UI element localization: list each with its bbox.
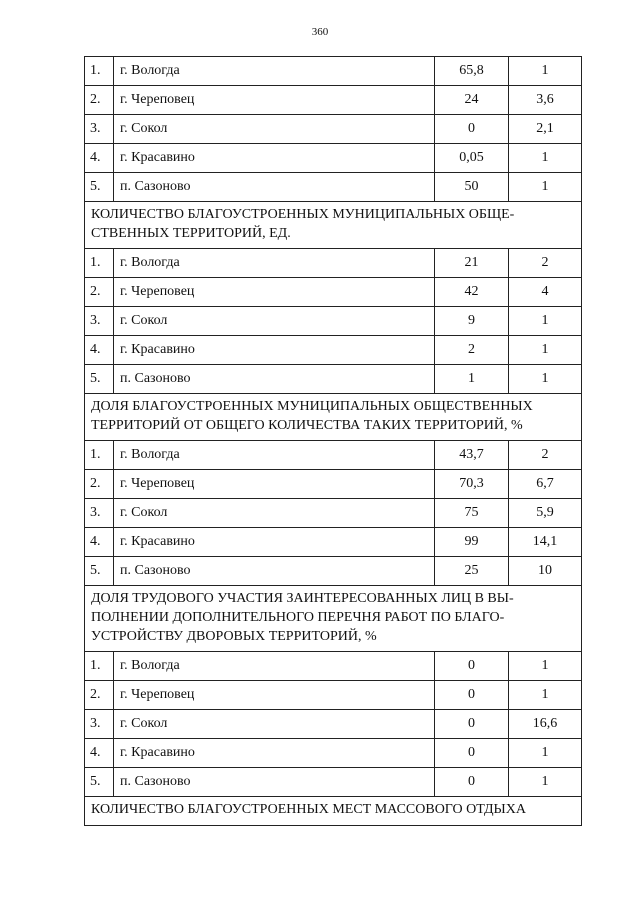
row-number: 3.	[85, 115, 114, 144]
value-cell-1: 2	[435, 336, 509, 365]
table-row	[85, 470, 582, 499]
value-cell-1: 25	[435, 557, 509, 586]
table-row	[85, 710, 582, 739]
value-cell-1: 0	[435, 739, 509, 768]
value-cell-1: 0,05	[435, 144, 509, 173]
section-title: КОЛИЧЕСТВО БЛАГОУСТРОЕННЫХ МЕСТ МАССОВОГО ОТДЫХА	[85, 797, 582, 826]
settlement-name: п. Сазоново	[114, 768, 435, 797]
settlement-name: г. Череповец	[114, 278, 435, 307]
settlement-name: г. Красавино	[114, 144, 435, 173]
table-row	[85, 307, 582, 336]
settlement-name: г. Сокол	[114, 499, 435, 528]
value-cell-1: 0	[435, 768, 509, 797]
table-row	[85, 173, 582, 202]
section-header-row	[85, 586, 582, 652]
row-number: 4.	[85, 144, 114, 173]
row-number: 2.	[85, 470, 114, 499]
table-row	[85, 681, 582, 710]
section-title: ДОЛЯ ТРУДОВОГО УЧАСТИЯ ЗАИНТЕРЕСОВАННЫХ ЛИЦ В ВЫ-ПОЛНЕНИИ ДОПОЛНИТЕЛЬНОГО ПЕРЕЧНЯ РАБОТ ПО БЛАГО-УСТРОЙСТВУ ДВОРОВЫХ ТЕРРИТОРИЙ, %	[85, 586, 582, 652]
value-cell-2: 2	[509, 249, 582, 278]
settlement-name: г. Красавино	[114, 336, 435, 365]
value-cell-1: 65,8	[435, 57, 509, 86]
value-cell-2: 10	[509, 557, 582, 586]
table-row	[85, 336, 582, 365]
table-row	[85, 144, 582, 173]
settlement-name: г. Вологда	[114, 249, 435, 278]
table-row	[85, 249, 582, 278]
table-row	[85, 768, 582, 797]
value-cell-2: 2,1	[509, 115, 582, 144]
value-cell-2: 1	[509, 652, 582, 681]
page-number: 360	[311, 26, 329, 38]
value-cell-1: 75	[435, 499, 509, 528]
settlement-name: п. Сазоново	[114, 557, 435, 586]
value-cell-1: 0	[435, 652, 509, 681]
table-row	[85, 115, 582, 144]
table-row	[85, 86, 582, 115]
table-row	[85, 557, 582, 586]
value-cell-1: 99	[435, 528, 509, 557]
section-header-row	[85, 797, 582, 826]
row-number: 4.	[85, 336, 114, 365]
value-cell-1: 9	[435, 307, 509, 336]
row-number: 5.	[85, 365, 114, 394]
value-cell-1: 42	[435, 278, 509, 307]
section-header-row	[85, 394, 582, 441]
row-number: 2.	[85, 278, 114, 307]
value-cell-2: 6,7	[509, 470, 582, 499]
row-number: 5.	[85, 173, 114, 202]
value-cell-2: 4	[509, 278, 582, 307]
row-number: 1.	[85, 57, 114, 86]
row-number: 5.	[85, 557, 114, 586]
table-row	[85, 652, 582, 681]
settlement-name: г. Сокол	[114, 307, 435, 336]
value-cell-2: 5,9	[509, 499, 582, 528]
value-cell-1: 70,3	[435, 470, 509, 499]
row-number: 2.	[85, 86, 114, 115]
settlement-name: г. Вологда	[114, 441, 435, 470]
row-number: 1.	[85, 441, 114, 470]
value-cell-1: 0	[435, 681, 509, 710]
value-cell-2: 1	[509, 681, 582, 710]
table-row	[85, 278, 582, 307]
row-number: 1.	[85, 249, 114, 278]
table-row	[85, 499, 582, 528]
table-row	[85, 441, 582, 470]
value-cell-2: 16,6	[509, 710, 582, 739]
settlement-name: г. Сокол	[114, 115, 435, 144]
row-number: 4.	[85, 528, 114, 557]
settlement-name: п. Сазоново	[114, 365, 435, 394]
value-cell-2: 1	[509, 336, 582, 365]
row-number: 1.	[85, 652, 114, 681]
settlement-name: г. Череповец	[114, 681, 435, 710]
value-cell-2: 1	[509, 768, 582, 797]
section-title: ДОЛЯ БЛАГОУСТРОЕННЫХ МУНИЦИПАЛЬНЫХ ОБЩЕСТВЕННЫХ ТЕРРИТОРИЙ ОТ ОБЩЕГО КОЛИЧЕСТВА ТАКИХ ТЕРРИТОРИЙ, %	[85, 394, 582, 441]
settlement-name: г. Череповец	[114, 86, 435, 115]
value-cell-2: 1	[509, 57, 582, 86]
row-number: 3.	[85, 710, 114, 739]
row-number: 3.	[85, 499, 114, 528]
table-row	[85, 528, 582, 557]
value-cell-2: 1	[509, 144, 582, 173]
value-cell-2: 1	[509, 307, 582, 336]
value-cell-1: 0	[435, 115, 509, 144]
section-header-row	[85, 202, 582, 249]
value-cell-1: 21	[435, 249, 509, 278]
settlement-name: г. Красавино	[114, 528, 435, 557]
row-number: 2.	[85, 681, 114, 710]
table-row	[85, 57, 582, 86]
value-cell-1: 24	[435, 86, 509, 115]
table-row	[85, 739, 582, 768]
value-cell-2: 3,6	[509, 86, 582, 115]
value-cell-1: 0	[435, 710, 509, 739]
value-cell-2: 2	[509, 441, 582, 470]
settlement-name: г. Череповец	[114, 470, 435, 499]
table-row	[85, 365, 582, 394]
settlement-name: г. Сокол	[114, 710, 435, 739]
value-cell-2: 1	[509, 365, 582, 394]
indicator-table-body	[85, 57, 582, 826]
settlement-name: г. Вологда	[114, 652, 435, 681]
value-cell-2: 14,1	[509, 528, 582, 557]
value-cell-1: 50	[435, 173, 509, 202]
value-cell-1: 43,7	[435, 441, 509, 470]
row-number: 3.	[85, 307, 114, 336]
settlement-name: п. Сазоново	[114, 173, 435, 202]
settlement-name: г. Красавино	[114, 739, 435, 768]
row-number: 5.	[85, 768, 114, 797]
settlement-name: г. Вологда	[114, 57, 435, 86]
indicator-table	[84, 56, 582, 826]
value-cell-2: 1	[509, 173, 582, 202]
value-cell-2: 1	[509, 739, 582, 768]
row-number: 4.	[85, 739, 114, 768]
section-title: КОЛИЧЕСТВО БЛАГОУСТРОЕННЫХ МУНИЦИПАЛЬНЫХ ОБЩЕ-СТВЕННЫХ ТЕРРИТОРИЙ, ЕД.	[85, 202, 582, 249]
value-cell-1: 1	[435, 365, 509, 394]
